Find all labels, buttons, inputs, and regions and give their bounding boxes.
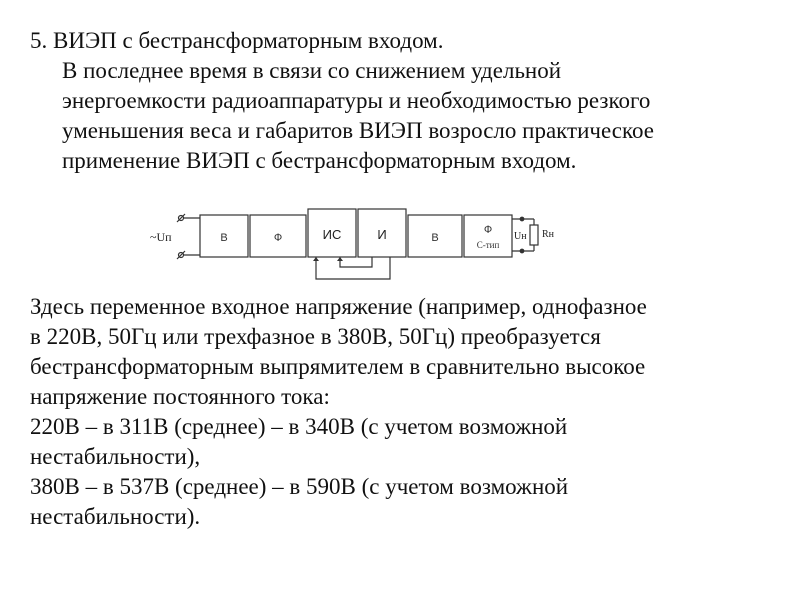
body-line: бестрансформаторным выпрямителем в сравнительно высокое <box>30 354 646 379</box>
block-label: В <box>431 232 439 244</box>
block-diagram <box>150 205 570 290</box>
block-label: Ф <box>273 232 283 244</box>
body-paragraph <box>30 292 780 532</box>
body-line: в 220В, 50Гц или трехфазное в 380В, 50Гц) преобразуется <box>30 324 601 349</box>
output-node-bottom <box>520 249 524 253</box>
block-label: И <box>377 227 387 242</box>
body-line: Здесь переменное входное напряжение (например, однофазное <box>30 294 647 319</box>
feedback-loop-inner <box>340 257 372 267</box>
intro-line: энергоемкости радиоаппаратуры и необходимостью резкого <box>62 88 651 113</box>
body-line: 380В – в 537В (среднее) – в 590В (с учетом возможной <box>30 474 569 499</box>
intro-line: применение ВИЭП с бестрансформаторным входом. <box>62 148 577 173</box>
block-label: Ф <box>483 224 493 236</box>
load-label: Rн <box>542 229 555 240</box>
arrow-inner <box>337 257 343 261</box>
filter-block-2 <box>464 215 512 257</box>
arrow-outer <box>313 257 319 261</box>
intro-line: уменьшения веса и габаритов ВИЭП возросло практическое <box>62 118 654 143</box>
body-line: нестабильности). <box>30 504 201 529</box>
output-node-top <box>520 217 524 221</box>
block-label: ИС <box>322 227 342 242</box>
body-line: напряжение постоянного тока: <box>30 384 330 409</box>
load-resistor <box>530 225 538 245</box>
body-line: 220В – в 311В (среднее) – в 340В (с учетом возможной <box>30 414 568 439</box>
input-voltage-label: ~Uп <box>150 230 172 244</box>
block-label: В <box>220 232 228 244</box>
slide-heading: 5. ВИЭП с бестрансформаторным входом. <box>30 28 444 53</box>
body-line: нестабильности), <box>30 444 201 469</box>
feedback-loop-outer <box>316 257 390 279</box>
filter-sublabel: С-тип <box>476 240 500 250</box>
intro-paragraph <box>62 56 782 176</box>
intro-line: В последнее время в связи со снижением удельной <box>62 58 562 83</box>
output-voltage-label: Uн <box>514 231 527 242</box>
